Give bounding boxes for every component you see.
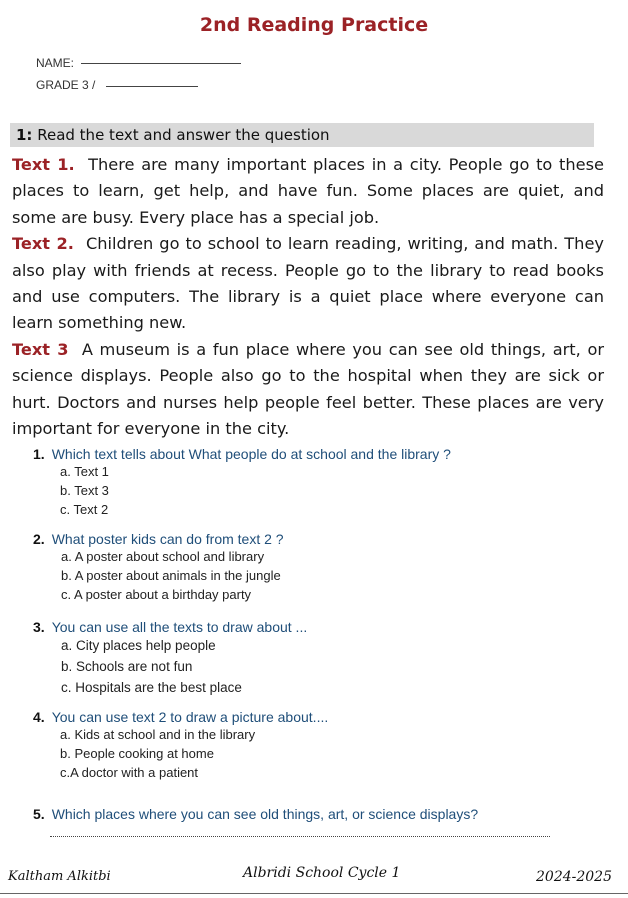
section-number: 1: bbox=[16, 126, 33, 144]
answer-option[interactable]: c. Hospitals are the best place bbox=[61, 680, 242, 695]
answer-option[interactable]: a. Kids at school and in the library bbox=[60, 727, 256, 742]
question-2 bbox=[33, 531, 593, 604]
footer-school: Albridi School Cycle 1 bbox=[243, 865, 401, 881]
question-prompt: You can use text 2 to draw a picture about.... bbox=[51, 709, 329, 725]
question-number: 5. bbox=[33, 806, 45, 822]
question-3 bbox=[33, 619, 593, 698]
footer-year: 2024-2025 bbox=[536, 869, 612, 885]
question-number: 2. bbox=[33, 531, 45, 547]
question-prompt: You can use all the texts to draw about ... bbox=[51, 619, 308, 635]
passage-body: There are many important places in a city. People go to these places to learn, get help, and have fun. Some places are quiet, and some are busy. Every place has a special job. bbox=[12, 155, 604, 227]
passage-label: Text 1. bbox=[12, 155, 75, 174]
passage-label: Text 3 bbox=[12, 339, 69, 359]
answer-option[interactable]: b. People cooking at home bbox=[60, 746, 214, 761]
passage-2 bbox=[12, 231, 604, 337]
section-instruction: Read the text and answer the question bbox=[37, 126, 330, 144]
question-1 bbox=[33, 446, 593, 519]
answer-option[interactable]: c. Text 2 bbox=[60, 502, 109, 517]
name-field bbox=[36, 56, 74, 70]
question-number: 4. bbox=[33, 709, 45, 725]
section-header bbox=[10, 123, 594, 147]
name-input-line[interactable] bbox=[81, 63, 241, 64]
question-prompt: Which places where you can see old things, art, or science displays? bbox=[51, 806, 479, 822]
question-prompt: Which text tells about What people do at school and the library ? bbox=[51, 446, 451, 462]
passage-3 bbox=[12, 337, 604, 443]
answer-option[interactable]: c. A poster about a birthday party bbox=[61, 587, 252, 602]
question-number: 3. bbox=[33, 619, 45, 635]
answer-option[interactable]: a. City places help people bbox=[61, 638, 216, 653]
passage-label: Text 2. bbox=[12, 234, 74, 254]
footer-divider bbox=[0, 893, 628, 894]
passage-body: Children go to school to learn reading, writing, and math. They also play with friends at recess. People go to the library to read books and use computers. The library is a quiet place where everyone can learn something new. bbox=[12, 234, 604, 333]
question-text bbox=[33, 806, 593, 822]
passage-body: A museum is a fun place where you can see old things, art, or science displays. People also go to the hospital when they are sick or hurt. Doctors and nurses help people feel better. These places are very important for everyone in the city. bbox=[12, 339, 604, 439]
passage-1 bbox=[12, 152, 604, 231]
answer-option[interactable]: a. A poster about school and library bbox=[61, 549, 265, 564]
footer-author: Kaltham Alkitbi bbox=[8, 869, 111, 884]
answer-option[interactable]: c.A doctor with a patient bbox=[60, 765, 199, 780]
question-5 bbox=[33, 806, 593, 822]
grade-field bbox=[36, 78, 95, 92]
question-text bbox=[33, 446, 593, 462]
grade-input-line[interactable] bbox=[106, 86, 198, 87]
answer-option[interactable]: b. Schools are not fun bbox=[61, 659, 193, 674]
question-number: 1. bbox=[33, 446, 45, 462]
question-prompt: What poster kids can do from text 2 ? bbox=[51, 531, 284, 547]
answer-option[interactable]: b. Text 3 bbox=[60, 483, 109, 498]
answer-option[interactable]: a. Text 1 bbox=[60, 464, 109, 479]
grade-label: GRADE 3 / bbox=[36, 78, 96, 92]
answer-line[interactable] bbox=[50, 836, 550, 837]
question-text bbox=[33, 619, 593, 635]
reading-passages bbox=[12, 152, 604, 442]
page-title: 2nd Reading Practice bbox=[199, 14, 429, 36]
name-label: NAME: bbox=[36, 56, 75, 70]
answer-option[interactable]: b. A poster about animals in the jungle bbox=[61, 568, 281, 583]
question-text bbox=[33, 709, 593, 725]
question-text bbox=[33, 531, 593, 547]
question-4 bbox=[33, 709, 593, 782]
